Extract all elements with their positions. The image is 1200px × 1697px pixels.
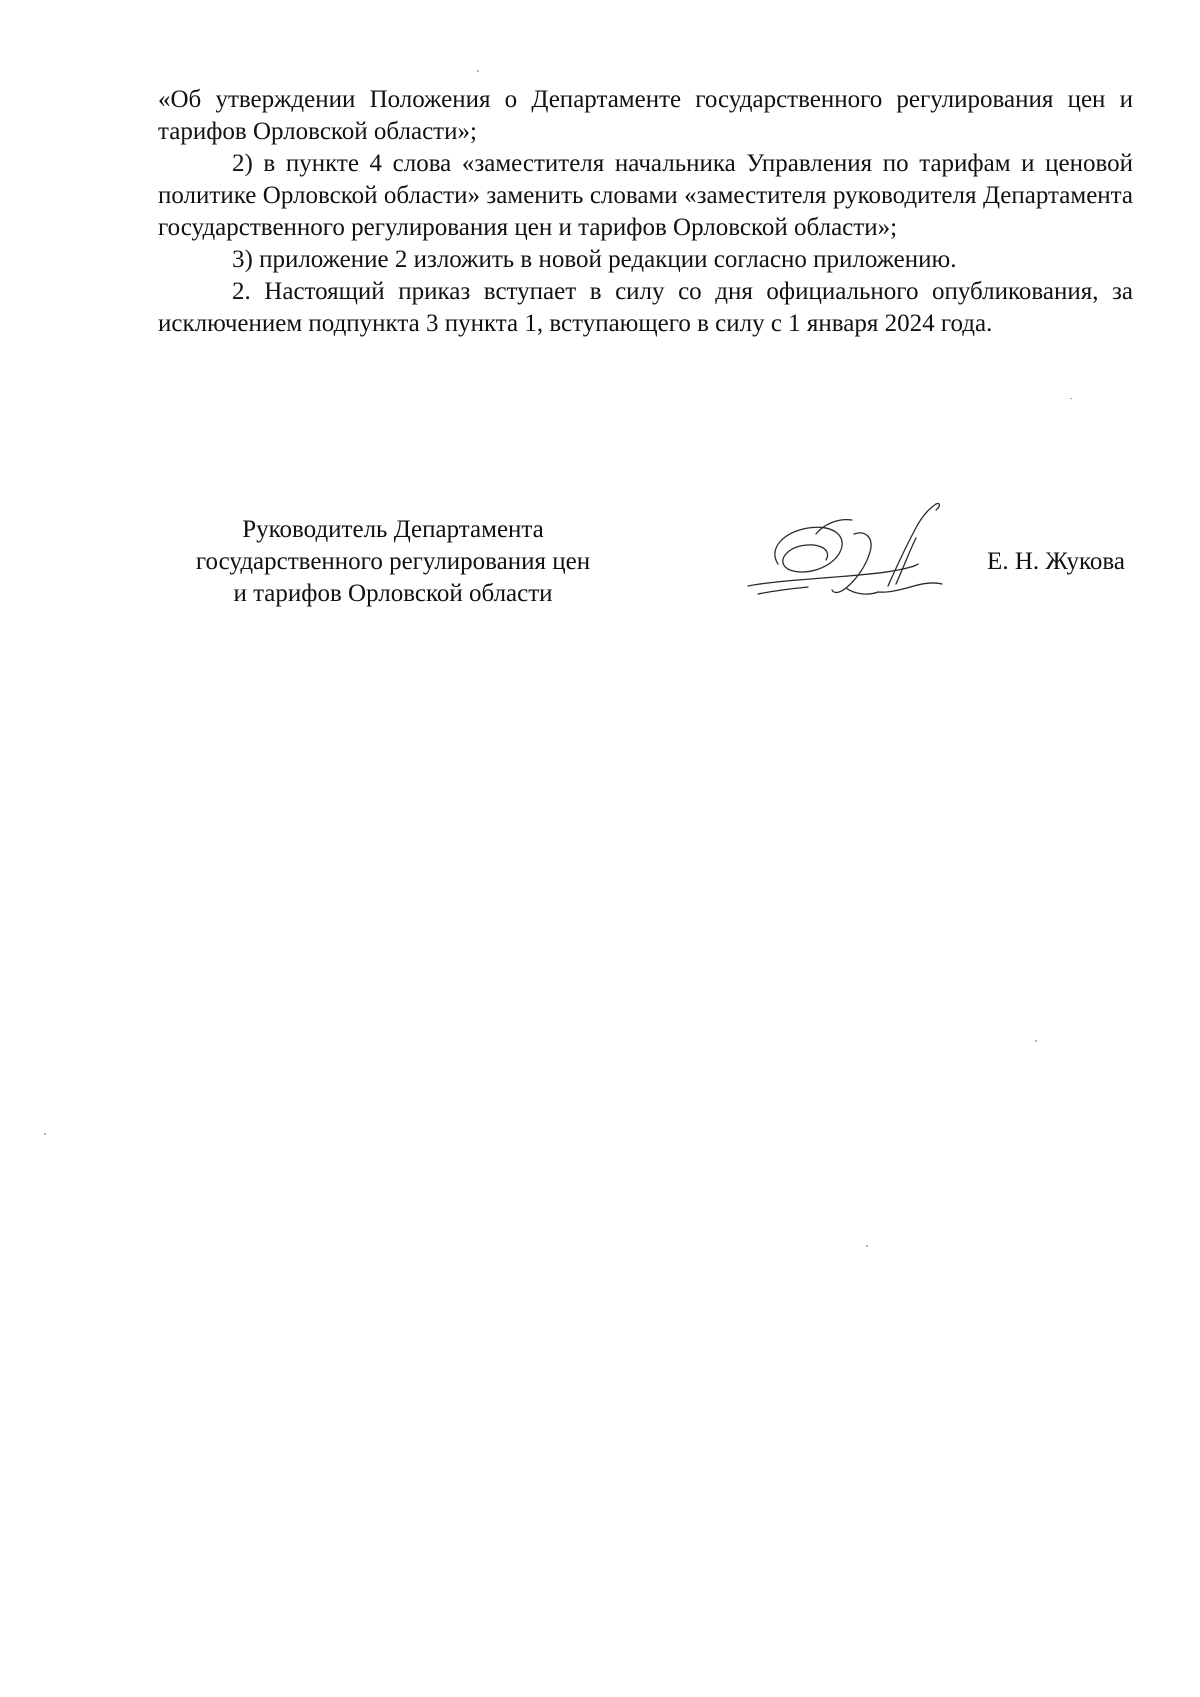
signatory-title xyxy=(158,514,628,610)
signatory-title-line-3: и тарифов Орловской области xyxy=(233,580,553,607)
signatory-title-line-2: государственного регулирования цен xyxy=(195,548,591,575)
signature-block xyxy=(158,514,1133,624)
scan-speck xyxy=(1070,398,1072,399)
signatory-name: Е. Н. Жукова xyxy=(987,548,1125,575)
scan-speck xyxy=(477,70,479,72)
handwritten-signature xyxy=(728,494,958,614)
paragraph-continuation: «Об утверждении Положения о Департаменте государственного регулирования цен и тарифов Орловской области»; xyxy=(158,86,1133,145)
signatory-title-line-1: Руководитель Департамента xyxy=(242,516,544,543)
scan-speck xyxy=(866,1245,868,1247)
paragraph-item-3: 3) приложение 2 изложить в новой редакции согласно приложению. xyxy=(232,246,957,273)
paragraph-clause-2: 2. Настоящий приказ вступает в силу со дня официального опубликования, за исключением подпункта 3 пункта 1, вступающего в силу с 1 января 2024 года. xyxy=(158,278,1133,337)
scan-speck xyxy=(1035,1040,1037,1042)
paragraph-item-2: 2) в пункте 4 слова «заместителя начальника Управления по тарифам и ценовой политике Орловской области» заменить словами «заместителя руководителя Департамента государственного регулирования цен и тарифов Орловской области»; xyxy=(158,150,1133,241)
document-body xyxy=(158,84,1133,340)
scan-speck xyxy=(44,1133,46,1135)
